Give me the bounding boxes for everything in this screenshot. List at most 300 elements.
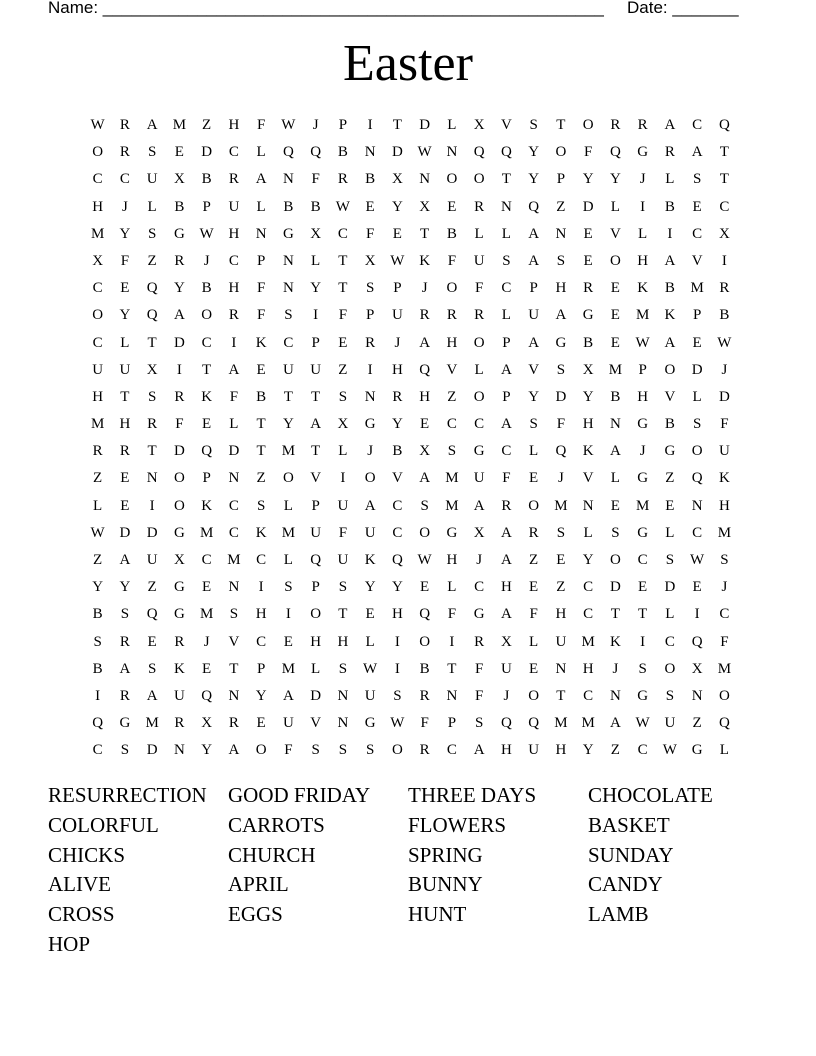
grid-letter: S xyxy=(447,443,457,460)
grid-letter: X xyxy=(582,361,594,378)
grid-row xyxy=(84,438,738,465)
grid-letter: O xyxy=(364,470,376,487)
grid-letter: V xyxy=(609,225,621,242)
grid-letter: O xyxy=(473,388,485,405)
grid-letter: S xyxy=(692,171,702,188)
grid-letter: G xyxy=(555,334,567,351)
grid-letter: C xyxy=(692,524,703,541)
grid-letter: O xyxy=(255,742,267,759)
grid-letter: W xyxy=(390,715,405,732)
grid-letter: Q xyxy=(691,470,703,487)
grid-letter: S xyxy=(720,552,729,568)
grid-row xyxy=(84,248,738,275)
grid-letter: S xyxy=(556,361,566,378)
grid-row xyxy=(84,112,738,139)
grid-letter: Y xyxy=(201,742,213,759)
page-title: Easter xyxy=(343,35,473,92)
grid-letter: N xyxy=(691,687,703,704)
grid-letter: Q xyxy=(500,715,512,732)
grid-letter: B xyxy=(719,307,730,324)
grid-letter: G xyxy=(473,443,485,460)
grid-letter: B xyxy=(664,416,675,433)
grid-letter: L xyxy=(529,443,539,460)
grid-letter: I xyxy=(285,606,291,623)
grid-letter: O xyxy=(419,633,431,650)
grid-letter: Q xyxy=(146,606,158,623)
grid-letter: A xyxy=(664,252,676,269)
grid-letter: P xyxy=(256,252,266,269)
grid-letter: M xyxy=(90,225,105,242)
grid-letter: K xyxy=(255,524,267,541)
grid-letter: T xyxy=(311,388,321,405)
grid-letter: U xyxy=(664,715,676,732)
grid-letter: H xyxy=(637,388,649,405)
grid-letter: Z xyxy=(665,470,675,487)
grid-letter: F xyxy=(256,307,266,324)
grid-letter: Q xyxy=(146,307,158,324)
grid-letter: R xyxy=(174,633,185,650)
grid-letter: G xyxy=(473,606,485,623)
grid-letter: R xyxy=(174,388,185,405)
grid-letter: A xyxy=(528,225,540,242)
grid-letter: F xyxy=(556,416,566,433)
grid-letter: B xyxy=(583,334,594,351)
grid-row xyxy=(84,194,738,221)
grid-letter: Q xyxy=(609,144,621,161)
grid-letter: K xyxy=(718,470,730,487)
grid-letter: R xyxy=(119,633,130,650)
grid-letter: S xyxy=(420,497,429,514)
grid-letter: L xyxy=(610,198,620,215)
grid-letter: L xyxy=(501,225,511,242)
grid-letter: W xyxy=(90,524,105,541)
grid-letter: M xyxy=(227,552,241,568)
grid-letter: F xyxy=(120,252,130,269)
grid-letter: E xyxy=(120,470,130,487)
grid-letter: X xyxy=(310,225,322,242)
grid-letter: U xyxy=(555,633,567,650)
grid-letter: R xyxy=(637,117,648,133)
grid-letter: H xyxy=(582,660,594,677)
grid-row xyxy=(84,465,738,492)
grid-letter: U xyxy=(528,742,540,759)
grid-letter: S xyxy=(338,579,348,596)
word-list-item: SUNDAY xyxy=(588,842,674,867)
grid-letter: U xyxy=(337,497,349,514)
grid-letter: A xyxy=(119,552,131,568)
grid-letter: S xyxy=(502,252,511,269)
grid-letter: R xyxy=(147,416,158,433)
grid-letter: G xyxy=(637,524,649,541)
grid-letter: F xyxy=(256,117,266,133)
grid-letter: H xyxy=(310,633,322,650)
grid-letter: P xyxy=(556,171,566,188)
grid-letter: M xyxy=(281,524,296,541)
grid-letter: Q xyxy=(528,715,540,732)
grid-letter: N xyxy=(337,715,349,732)
grid-letter: N xyxy=(500,198,512,215)
grid-letter: W xyxy=(417,552,432,568)
grid-letter: E xyxy=(392,225,402,242)
grid-letter: V xyxy=(310,715,322,732)
grid-letter: C xyxy=(664,633,675,650)
grid-letter: H xyxy=(637,252,649,269)
grid-letter: G xyxy=(637,144,649,161)
grid-letter: R xyxy=(174,252,185,269)
grid-letter: O xyxy=(419,524,431,541)
grid-letter: T xyxy=(719,171,729,188)
grid-letter: M xyxy=(690,280,704,297)
grid-letter: S xyxy=(692,416,702,433)
grid-letter: B xyxy=(610,388,621,405)
grid-letter: S xyxy=(284,307,293,324)
grid-letter: R xyxy=(501,497,512,514)
grid-letter: O xyxy=(582,117,594,133)
grid-letter: R xyxy=(719,280,730,297)
grid-letter: K xyxy=(201,497,213,514)
grid-letter: O xyxy=(664,660,676,677)
grid-letter: U xyxy=(119,361,131,378)
grid-letter: Q xyxy=(201,443,213,460)
grid-letter: D xyxy=(173,334,185,351)
grid-letter: E xyxy=(529,660,539,677)
grid-letter: W xyxy=(717,334,732,351)
grid-letter: Y xyxy=(528,171,540,188)
grid-letter: T xyxy=(420,225,430,242)
word-list-item: HOP xyxy=(48,932,91,956)
grid-letter: X xyxy=(201,715,213,732)
grid-letter: U xyxy=(500,660,512,677)
grid-letter: E xyxy=(365,198,375,215)
grid-letter: X xyxy=(92,252,104,269)
grid-letter: A xyxy=(473,742,485,759)
grid-letter: H xyxy=(555,280,567,297)
grid-letter: S xyxy=(556,524,566,541)
grid-letter: F xyxy=(529,606,538,623)
grid-letter: L xyxy=(665,524,675,541)
grid-letter: O xyxy=(528,497,540,514)
grid-letter: N xyxy=(282,280,294,297)
grid-letter: M xyxy=(554,497,568,514)
grid-letter: L xyxy=(665,606,675,623)
grid-letter: L xyxy=(147,198,157,215)
grid-letter: L xyxy=(93,497,103,514)
grid-letter: U xyxy=(228,198,240,215)
grid-letter: A xyxy=(609,715,621,732)
grid-letter: I xyxy=(640,198,646,215)
grid-letter: S xyxy=(638,660,647,677)
word-list-item: EGGS xyxy=(228,902,283,927)
grid-letter: E xyxy=(556,552,566,568)
grid-letter: L xyxy=(229,416,239,433)
grid-letter: R xyxy=(119,687,130,704)
grid-letter: R xyxy=(419,307,430,324)
grid-letter: U xyxy=(473,470,485,487)
grid-letter: T xyxy=(283,388,293,405)
grid-letter: O xyxy=(473,334,485,351)
grid-letter: L xyxy=(447,579,457,596)
grid-letter: L xyxy=(283,497,293,514)
grid-letter: P xyxy=(202,470,211,487)
grid-letter: J xyxy=(121,198,128,215)
grid-letter: H xyxy=(391,606,403,623)
grid-letter: T xyxy=(256,416,266,433)
grid-letter: E xyxy=(665,497,675,514)
grid-letter: B xyxy=(174,198,185,215)
grid-letter: M xyxy=(445,497,459,514)
grid-letter: C xyxy=(501,280,512,297)
grid-letter: C xyxy=(228,144,239,161)
grid-letter: N xyxy=(691,497,703,514)
grid-letter: J xyxy=(367,443,374,460)
grid-letter: E xyxy=(529,579,539,596)
grid-letter: A xyxy=(255,171,267,188)
grid-letter: Q xyxy=(92,715,104,732)
grid-letter: X xyxy=(337,416,349,433)
grid-letter: X xyxy=(391,171,403,188)
grid-letter: Y xyxy=(92,579,104,596)
grid-letter: H xyxy=(500,742,512,759)
grid-letter: O xyxy=(92,144,104,161)
grid-letter: U xyxy=(282,361,294,378)
grid-letter: E xyxy=(610,307,620,324)
grid-letter: N xyxy=(609,416,621,433)
grid-letter: H xyxy=(391,361,403,378)
grid-letter: U xyxy=(146,552,158,568)
grid-letter: Q xyxy=(146,280,158,297)
grid-letter: F xyxy=(474,660,484,677)
grid-letter: G xyxy=(446,524,458,541)
grid-letter: S xyxy=(311,742,320,759)
grid-letter: Q xyxy=(391,552,403,568)
grid-letter: S xyxy=(229,606,239,623)
grid-letter: C xyxy=(583,606,594,623)
grid-letter: H xyxy=(92,198,104,215)
grid-letter: Y xyxy=(582,388,594,405)
grid-letter: C xyxy=(228,524,239,541)
grid-letter: H xyxy=(92,388,104,405)
grid-letter: N xyxy=(228,470,240,487)
grid-letter: C xyxy=(92,742,103,759)
grid-letter: F xyxy=(256,280,266,297)
grid-letter: C xyxy=(228,497,239,514)
grid-letter: Y xyxy=(119,307,131,324)
grid-letter: X xyxy=(364,252,376,269)
grid-letter: Y xyxy=(582,552,594,568)
grid-letter: W xyxy=(363,660,378,677)
grid-letter: C xyxy=(474,416,485,433)
grid-letter: Q xyxy=(555,443,567,460)
word-list-item: CANDY xyxy=(588,872,663,897)
grid-letter: X xyxy=(691,660,703,677)
word-list-item: ALIVE xyxy=(48,872,111,897)
grid-letter: X xyxy=(173,171,185,188)
grid-letter: V xyxy=(528,361,540,378)
grid-letter: Z xyxy=(529,552,539,568)
grid-letter: W xyxy=(417,144,432,161)
grid-letter: C xyxy=(692,117,703,133)
grid-letter: A xyxy=(500,361,512,378)
grid-letter: F xyxy=(583,144,593,161)
grid-letter: L xyxy=(501,307,511,324)
grid-letter: A xyxy=(146,687,158,704)
grid-letter: N xyxy=(282,252,294,269)
grid-letter: O xyxy=(92,307,104,324)
grid-letter: C xyxy=(692,225,703,242)
grid-letter: Q xyxy=(282,144,294,161)
grid-letter: N xyxy=(255,225,267,242)
grid-letter: S xyxy=(556,252,566,269)
grid-letter: E xyxy=(120,280,130,297)
grid-letter: H xyxy=(255,606,267,623)
grid-letter: E xyxy=(610,497,620,514)
grid-letter: V xyxy=(582,470,594,487)
grid-letter: S xyxy=(93,633,102,650)
word-list-item: CHURCH xyxy=(228,842,316,867)
grid-row xyxy=(84,411,738,438)
grid-letter: L xyxy=(610,470,620,487)
grid-letter: G xyxy=(691,742,703,759)
grid-letter: M xyxy=(199,606,214,623)
grid-letter: G xyxy=(119,715,131,732)
grid-letter: E xyxy=(338,334,348,351)
grid-letter: N xyxy=(446,687,458,704)
grid-letter: K xyxy=(637,280,649,297)
grid-letter: R xyxy=(119,117,130,133)
grid-letter: Z xyxy=(147,579,157,596)
grid-letter: E xyxy=(283,633,293,650)
word-list-item: THREE DAYS xyxy=(408,783,537,807)
grid-letter: C xyxy=(228,252,239,269)
grid-letter: C xyxy=(92,171,103,188)
grid-row xyxy=(84,547,738,574)
grid-letter: C xyxy=(719,606,730,623)
grid-letter: F xyxy=(447,606,457,623)
grid-letter: X xyxy=(419,443,431,460)
grid-letter: I xyxy=(340,470,346,487)
grid-letter: M xyxy=(281,443,296,460)
grid-letter: P xyxy=(692,307,702,324)
grid-letter: T xyxy=(447,660,457,677)
grid-letter: O xyxy=(446,171,458,188)
grid-letter: Q xyxy=(500,144,512,161)
grid-letter: E xyxy=(420,416,430,433)
grid-letter: P xyxy=(365,307,375,324)
grid-letter: J xyxy=(312,117,319,133)
grid-letter: F xyxy=(720,633,729,650)
grid-letter: T xyxy=(256,443,266,460)
grid-letter: C xyxy=(501,443,512,460)
grid-letter: G xyxy=(637,687,649,704)
grid-letter: L xyxy=(311,252,321,269)
grid-letter: P xyxy=(502,334,511,351)
word-list-item: FLOWERS xyxy=(408,812,507,837)
grid-letter: C xyxy=(637,742,648,759)
grid-letter: L xyxy=(365,633,375,650)
grid-letter: R xyxy=(92,443,103,460)
grid-letter: G xyxy=(173,524,185,541)
grid-letter: C xyxy=(283,334,294,351)
grid-letter: S xyxy=(338,742,348,759)
grid-letter: S xyxy=(120,742,130,759)
grid-letter: T xyxy=(638,606,648,623)
grid-letter: I xyxy=(394,633,400,650)
grid-letter: H xyxy=(228,225,240,242)
grid-letter: A xyxy=(500,552,512,568)
grid-letter: O xyxy=(609,252,621,269)
word-list-item: LAMB xyxy=(588,902,649,927)
word-search-grid xyxy=(84,112,738,765)
grid-letter: N xyxy=(582,497,594,514)
grid-letter: U xyxy=(310,524,322,541)
grid-letter: K xyxy=(609,633,621,650)
grid-row xyxy=(84,330,738,357)
grid-letter: V xyxy=(228,633,240,650)
grid-letter: P xyxy=(311,579,320,596)
grid-letter: E xyxy=(692,334,702,351)
grid-letter: F xyxy=(420,715,429,732)
grid-row xyxy=(84,166,738,193)
grid-letter: C xyxy=(583,687,594,704)
grid-letter: D xyxy=(718,388,730,405)
grid-letter: S xyxy=(147,144,157,161)
grid-letter: S xyxy=(338,660,348,677)
grid-letter: E xyxy=(202,579,212,596)
grid-letter: Q xyxy=(201,687,213,704)
grid-row xyxy=(84,574,738,601)
grid-letter: E xyxy=(365,606,375,623)
grid-letter: Z xyxy=(692,715,702,732)
grid-letter: S xyxy=(256,497,266,514)
grid-letter: H xyxy=(555,606,567,623)
grid-letter: E xyxy=(256,715,266,732)
grid-letter: H xyxy=(500,579,512,596)
grid-letter: V xyxy=(310,470,322,487)
grid-letter: O xyxy=(173,497,185,514)
grid-letter: D xyxy=(691,361,703,378)
grid-letter: J xyxy=(721,361,728,378)
grid-letter: B xyxy=(664,280,675,297)
grid-letter: E xyxy=(147,633,157,650)
grid-letter: V xyxy=(664,388,676,405)
grid-letter: D xyxy=(664,579,676,596)
word-list-item: CROSS xyxy=(48,902,115,927)
grid-letter: U xyxy=(391,307,403,324)
grid-letter: H xyxy=(446,334,458,351)
grid-letter: I xyxy=(176,361,182,378)
grid-letter: U xyxy=(282,715,294,732)
grid-letter: L xyxy=(474,361,484,378)
grid-letter: J xyxy=(421,280,428,297)
date-field-label: Date: _______ xyxy=(627,0,739,17)
grid-letter: K xyxy=(419,252,431,269)
grid-letter: P xyxy=(529,280,538,297)
grid-letter: W xyxy=(635,334,650,351)
grid-letter: K xyxy=(582,443,594,460)
grid-letter: A xyxy=(500,606,512,623)
grid-letter: Q xyxy=(718,117,730,133)
grid-letter: R xyxy=(228,715,239,732)
grid-letter: F xyxy=(720,416,729,433)
grid-letter: K xyxy=(173,660,185,677)
grid-letter: R xyxy=(474,633,485,650)
grid-letter: Z xyxy=(202,117,212,133)
grid-letter: M xyxy=(581,715,595,732)
grid-letter: E xyxy=(583,252,593,269)
grid-letter: L xyxy=(665,171,675,188)
grid-letter: K xyxy=(201,388,213,405)
grid-letter: B xyxy=(392,443,403,460)
